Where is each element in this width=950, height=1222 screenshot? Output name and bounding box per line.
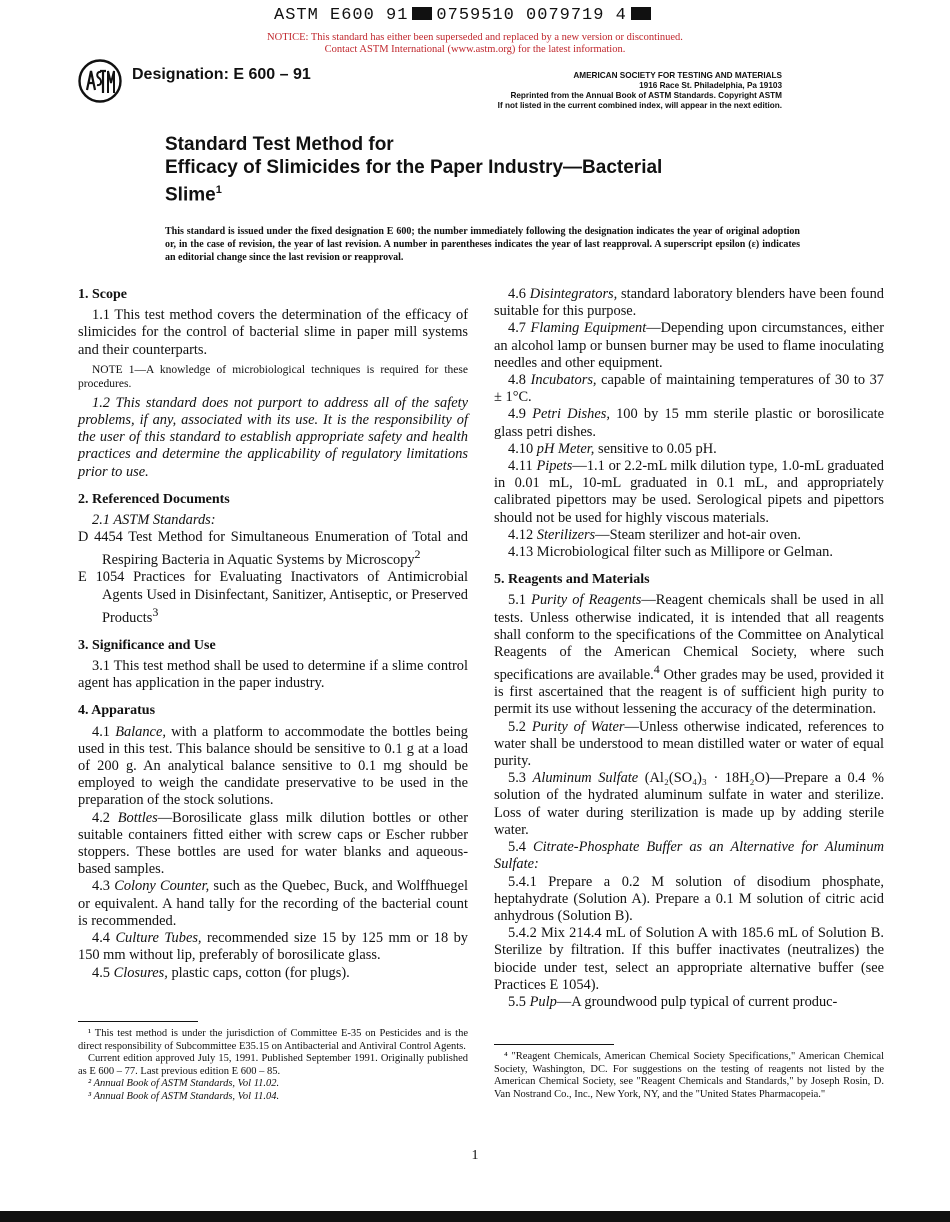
footnote: Current edition approved July 15, 1991. Published September 1991. Originally published as E 600 – 77. Last previous edition E 600 – 85. [78, 1053, 468, 1077]
section-heading: 1. Scope [78, 287, 127, 302]
footnote [78, 1078, 468, 1091]
clause-number: 4.1 [92, 723, 110, 740]
barcode-text-right: 0759510 0079719 4 [436, 6, 627, 25]
clause-number: 4.4 [92, 930, 110, 947]
clause-term: Citrate-Phosphate Buffer as an Alternative for Aluminum Sulfate: [494, 839, 884, 873]
clause-term: Balance, [115, 723, 166, 740]
paragraph [494, 839, 884, 873]
page-title [165, 133, 662, 206]
footnote-divider [78, 1021, 198, 1022]
footnote [78, 1091, 468, 1104]
clause-number: 4.9 [508, 406, 526, 423]
note: NOTE 1—A knowledge of microbiological techniques is required for these procedures. [78, 363, 468, 390]
footnote: ⁴ "Reagent Chemicals, American Chemical Society Specifications," American Chemical Society, Washington, DC. For suggestions on the testing of reagents not listed by the American Chemical Society, see "Reagent Chemicals and Standards," by Joseph Rosin, D. Van Nostrand Co., Inc., New York, NY, and the "United States Pharmacopeia." [494, 1051, 884, 1100]
clause-term: Colony Counter, [114, 878, 210, 895]
section-heading: 2. Referenced Documents [78, 491, 230, 507]
clause-number: 4.3 [92, 878, 110, 895]
clause-text: —Depending upon circumstances, either an alcohol lamp or bunsen burner may be used to flame inoculating needles and other equipment. [494, 320, 884, 371]
reference-item [78, 529, 468, 569]
section-heading: 3. Significance and Use [78, 637, 216, 653]
paragraph [494, 770, 884, 839]
paragraph: 4.13 Microbiological filter such as Millipore or Gelman. [508, 544, 833, 561]
clause-term: Pulp [529, 993, 557, 1010]
footnote-marker: 1 [215, 184, 222, 196]
clause-term: Disintegrators, [529, 286, 618, 302]
paragraph [78, 878, 468, 930]
paragraph: 3.1 This test method shall be used to determine if a slime control agent has application in the paper industry. [78, 658, 468, 692]
paragraph [78, 395, 468, 481]
clause-number: 4.2 [92, 809, 110, 826]
clause-text: —Steam sterilizer and hot-air oven. [595, 526, 801, 543]
footnotes-left [78, 1021, 468, 1104]
document-barcode-line [274, 6, 655, 25]
footnote-text: ³ Annual Book of ASTM Standards, Vol 11.04. [88, 1090, 280, 1102]
paragraph [78, 512, 468, 529]
clause-term: Bottles [117, 809, 158, 826]
title-line: Slime [165, 184, 216, 206]
paragraph [494, 441, 884, 458]
barcode-block-icon [412, 7, 432, 20]
clause-number: 5.3 [508, 770, 526, 787]
paragraph: 5.4.1 Prepare a 0.2 M solution of disodium phosphate, heptahydrate (Solution A). Prepare a 0.1 M solution of citric acid anhydrous (Solution B). [494, 873, 884, 924]
reference-text: E 1054 Practices for Evaluating Inactivators of Antimicrobial Agents Used in Disinfectant, Sanitizer, Antiseptic, or Preserved Products [78, 569, 468, 626]
clause-text: sensitive to 0.05 pH. [597, 440, 717, 457]
section-heading: 4. Apparatus [78, 703, 156, 719]
clause-text: Other grades may be used, provided it is first ascertained that the reagent is of sufficient high purity to permit its use without lessening the accuracy of the determination. [494, 667, 884, 718]
paragraph [494, 320, 884, 372]
clause-number: 5.4 [508, 839, 526, 856]
title-line: Standard Test Method for [165, 134, 394, 155]
clause-text: plastic caps, cotton (for plugs). [171, 964, 350, 981]
paragraph [494, 286, 884, 320]
clause-text: with a platform to accommodate the bottles being used in this test. This balance should be sensitive to 0.1 g at a load of 200 g. An analytical balance sensitive to 0.1 mg should be employed to weigh the candidate preservative to be used in the preparation of the stock solutions. [78, 723, 468, 809]
safety-statement: 1.2 This standard does not purport to address all of the safety problems, if any, associated with its use. It is the responsibility of the user of this standard to establish appropriate safety and health practices and determine the applicability of regulatory limitations prior to use. [78, 394, 468, 480]
paragraph [78, 810, 468, 879]
barcode-text-left: ASTM E600 91 [274, 6, 409, 25]
clause-number: 4.12 [508, 526, 534, 543]
paragraph [494, 406, 884, 440]
footnotes-right [494, 1044, 884, 1101]
paragraph [494, 719, 884, 771]
clause-text: —Borosilicate glass milk dilution bottles or other suitable containers fitted either with screw caps or Escher rubber stoppers. These bottles are used for water blanks and aqueous-based samples. [78, 809, 468, 878]
clause-term: Petri Dishes, [532, 406, 610, 423]
chemical-formula: (Al₂(SO₄)₃ · 18H₂O) [644, 770, 770, 787]
reference-item [78, 569, 468, 626]
clause-text: standard laboratory blenders have been found suitable for this purpose. [494, 286, 884, 320]
paragraph [494, 527, 884, 544]
clause-text: recommended size 15 by 125 mm or 18 by 150 mm without lip, preferably of borosilicate glass. [78, 930, 468, 964]
paragraph: 1.1 This test method covers the determination of the efficacy of slimicides for the control of bacterial slime in paper mill systems and their counterparts. [78, 307, 468, 358]
clause-term: Flaming Equipment [530, 320, 647, 337]
title-line: Efficacy of Slimicides for the Paper Industry—Bacterial [165, 157, 663, 178]
designation: Designation: E 600 – 91 [132, 66, 311, 83]
reference-text: D 4454 Test Method for Simultaneous Enumeration of Total and Respiring Bacteria in Aquatic Systems by Microscopy [78, 529, 468, 569]
clause-text: —Prepare a 0.4 % solution of the hydrated aluminum sulfate in water and sterilize. Loss of water during sterilization is made up by adding sterile water. [494, 770, 885, 838]
left-column [78, 286, 468, 982]
society-block [470, 71, 782, 111]
clause-number: 4.11 [508, 458, 533, 475]
paragraph [78, 724, 468, 810]
clause-number: 5.5 [508, 993, 526, 1010]
reprint-note: Reprinted from the Annual Book of ASTM Standards. Copyright ASTM [510, 91, 782, 100]
paragraph [494, 994, 884, 1011]
clause-number: 4.10 [508, 440, 534, 457]
clause-term: Aluminum Sulfate [532, 770, 639, 787]
clause-text: —Reagent chemicals shall be used in all tests. Unless otherwise indicated, it is intended that all reagents shall conform to the specifications of the Committee on Analytical Reagents of the American Chemical Society, where such specifications are available. [494, 592, 884, 684]
society-address: 1916 Race St. Philadelphia, Pa 19103 [639, 81, 782, 90]
paragraph [78, 930, 468, 964]
clause-number: 4.8 [508, 372, 526, 389]
clause-term: Pipets [536, 458, 573, 475]
clause-number: 4.5 [92, 964, 110, 981]
paragraph: 5.4.2 Mix 214.4 mL of Solution A with 185.6 mL of Solution B. Sterilize by filtration. If this buffer inactivates (neutralizes) the biocide under test, select an appropriate alternative buffer (see Practices E 1054). [494, 925, 884, 993]
notice-line: Contact ASTM International (www.astm.org) for the latest information. [324, 44, 626, 55]
footnote-text: ² Annual Book of ASTM Standards, Vol 11.02. [88, 1078, 280, 1090]
clause-text: such as the Quebec, Buck, and Wolffhuegel or equivalent. A hand tally for the recording of the bacterial count is recommended. [78, 878, 468, 929]
clause-term: Culture Tubes, [115, 930, 202, 947]
footnote-marker: 2 [414, 547, 421, 562]
clause-term: Sterilizers [536, 526, 596, 543]
footnote-divider [494, 1044, 614, 1045]
clause-text: —1.1 or 2.2-mL milk dilution type, 1.0-mL graduated in 0.01 mL, 10-mL graduated in 0.1 mL, and appropriately calibrated pipettors may be used. Serological pipets and pipettors should not be used for highly viscous materials. [494, 458, 884, 526]
clause-term: Closures, [113, 964, 168, 981]
clause-number: 4.6 [508, 286, 526, 302]
clause-term: Purity of Reagents [531, 592, 642, 609]
clause-text: —A groundwood pulp typical of current produc- [556, 993, 838, 1010]
index-note: If not listed in the current combined index, will appear in the next edition. [497, 101, 782, 110]
footnote: ¹ This test method is under the jurisdiction of Committee E-35 on Pesticides and is the direct responsibility of Subcommittee E35.15 on Antibacterial and Antiviral Control Agents. [78, 1028, 468, 1052]
right-column [494, 286, 884, 1011]
footnote-marker: 4 [653, 662, 660, 677]
subheading: 2.1 ASTM Standards: [92, 512, 216, 529]
clause-term: Purity of Water [531, 718, 625, 735]
clause-number: 5.1 [508, 592, 526, 609]
paragraph [494, 372, 884, 406]
issuance-statement: This standard is issued under the fixed designation E 600; the number immediately following the designation indicates the year of original adoption or, in the case of revision, the year of last revision. A number in parentheses indicates the year of last reapproval. A superscript epsilon (ε) indicates an editorial change since the last revision or reapproval. [165, 226, 800, 263]
footnote-marker: 3 [152, 604, 159, 619]
paragraph [78, 965, 468, 982]
section-heading: 5. Reagents and Materials [494, 572, 650, 588]
clause-text: 100 by 15 mm sterile plastic or borosilicate glass petri dishes. [494, 406, 884, 440]
clause-term: pH Meter, [536, 440, 595, 457]
paragraph [494, 592, 884, 718]
society-name: AMERICAN SOCIETY FOR TESTING AND MATERIALS [573, 71, 782, 80]
notice-line: NOTICE: This standard has either been superseded and replaced by a new version or discontinued. [267, 32, 683, 43]
clause-text: capable of maintaining temperatures of 30 to 37 ± 1°C. [494, 372, 884, 406]
clause-text: —Unless otherwise indicated, references to water shall be understood to mean distilled water or water of equal purity. [494, 718, 884, 770]
clause-term: Incubators, [530, 372, 597, 389]
paragraph [494, 458, 884, 527]
clause-number: 4.7 [508, 320, 526, 337]
clause-number: 5.2 [508, 718, 526, 735]
astm-logo-icon [78, 59, 122, 103]
supersede-notice [0, 32, 950, 56]
scan-border [0, 1211, 950, 1222]
page-number: 1 [471, 1148, 479, 1163]
barcode-block-icon [631, 7, 651, 20]
